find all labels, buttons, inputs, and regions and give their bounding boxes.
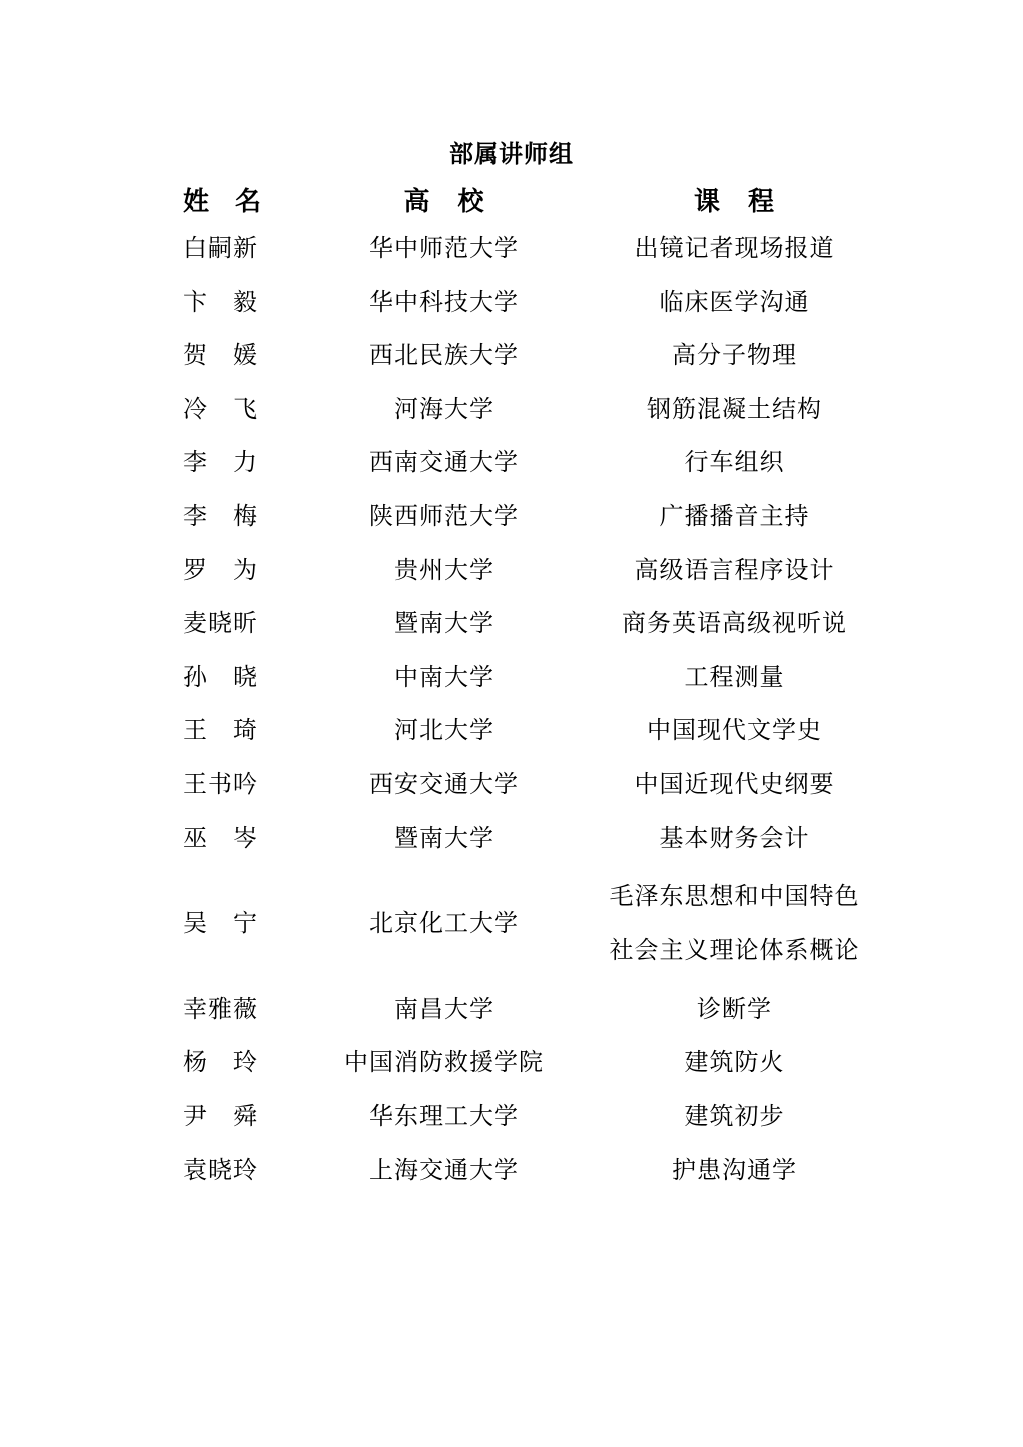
course-line: 出镜记者现场报道 xyxy=(634,234,835,262)
cell-name: 巫 岑 xyxy=(183,823,258,852)
cell-name: 罗 为 xyxy=(183,555,258,584)
cell-school: 上海交通大学 xyxy=(369,1155,519,1184)
header-course: 课 程 xyxy=(693,187,775,217)
cell-name: 冷 飞 xyxy=(183,394,258,423)
cell-name: 袁晓玲 xyxy=(183,1155,258,1184)
document-title: 部属讲师组 xyxy=(449,139,574,168)
cell-course xyxy=(583,1040,886,1084)
cell-school: 暨南大学 xyxy=(394,609,494,638)
cell-name: 卞 毅 xyxy=(183,287,258,316)
course-line: 广播播音主持 xyxy=(659,502,810,530)
course-line: 中国现代文学史 xyxy=(647,716,822,745)
cell-school: 暨南大学 xyxy=(394,823,494,852)
header-school: 高 校 xyxy=(403,187,485,217)
cell-course xyxy=(583,280,886,324)
table-row xyxy=(0,708,1023,752)
table-row xyxy=(0,987,1023,1031)
cell-school: 北京化工大学 xyxy=(369,909,519,938)
cell-name: 王 琦 xyxy=(183,716,258,745)
cell-course xyxy=(583,762,886,806)
cell-course xyxy=(583,708,886,752)
table-row xyxy=(0,1094,1023,1138)
cell-name: 王书吟 xyxy=(183,770,258,798)
cell-name: 孙 晓 xyxy=(183,662,258,691)
table-row xyxy=(0,494,1023,538)
table-row xyxy=(0,440,1023,484)
cell-school: 中南大学 xyxy=(394,662,494,691)
cell-school: 华中师范大学 xyxy=(369,234,519,262)
cell-school: 西南交通大学 xyxy=(369,448,519,477)
course-line: 高分子物理 xyxy=(672,341,797,370)
cell-school: 陕西师范大学 xyxy=(369,502,519,530)
table-row xyxy=(0,1148,1023,1192)
cell-name: 贺 媛 xyxy=(183,341,258,370)
cell-course xyxy=(583,333,886,377)
cell-school: 西北民族大学 xyxy=(369,341,519,370)
course-line: 工程测量 xyxy=(684,662,785,691)
cell-school: 河北大学 xyxy=(394,716,494,745)
course-line: 护患沟通学 xyxy=(672,1155,797,1184)
course-line: 社会主义理论体系概论 xyxy=(609,936,860,965)
cell-name: 幸雅薇 xyxy=(183,994,258,1023)
cell-school: 贵州大学 xyxy=(394,555,494,584)
table-row xyxy=(0,869,1023,977)
cell-school: 河海大学 xyxy=(394,394,494,423)
cell-name: 尹 舜 xyxy=(183,1101,258,1130)
course-line: 建筑初步 xyxy=(684,1101,785,1130)
course-line: 建筑防火 xyxy=(684,1048,785,1077)
cell-school: 华东理工大学 xyxy=(369,1101,519,1130)
cell-course xyxy=(583,387,886,431)
cell-name: 白嗣新 xyxy=(183,234,258,262)
cell-school: 华中科技大学 xyxy=(369,287,519,316)
cell-course xyxy=(583,816,886,860)
course-line: 高级语言程序设计 xyxy=(634,555,835,584)
cell-course xyxy=(583,987,886,1031)
table-row xyxy=(0,548,1023,592)
cell-course xyxy=(583,1094,886,1138)
table-row xyxy=(0,762,1023,806)
cell-course xyxy=(583,655,886,699)
table-row xyxy=(0,333,1023,377)
cell-name: 李 力 xyxy=(183,448,258,477)
course-line: 钢筋混凝土结构 xyxy=(647,394,822,423)
table-row xyxy=(0,387,1023,431)
cell-school: 中国消防救援学院 xyxy=(344,1048,544,1077)
table-row xyxy=(0,226,1023,270)
course-line: 商务英语高级视听说 xyxy=(622,609,847,638)
cell-course xyxy=(583,440,886,484)
header-name: 姓 名 xyxy=(183,187,262,217)
cell-course xyxy=(583,1148,886,1192)
cell-course xyxy=(583,601,886,645)
course-line: 毛泽东思想和中国特色 xyxy=(609,882,860,911)
table-header xyxy=(0,180,1023,224)
table-row xyxy=(0,816,1023,860)
table-row xyxy=(0,655,1023,699)
table-row xyxy=(0,280,1023,324)
course-line: 诊断学 xyxy=(697,994,772,1023)
cell-name: 吴 宁 xyxy=(183,909,258,938)
cell-course xyxy=(583,494,886,538)
cell-school: 西安交通大学 xyxy=(369,770,519,798)
cell-name: 麦晓昕 xyxy=(183,609,258,638)
course-line: 临床医学沟通 xyxy=(659,287,810,316)
cell-course xyxy=(583,226,886,270)
cell-course xyxy=(583,869,886,977)
table-row xyxy=(0,1040,1023,1084)
cell-name: 李 梅 xyxy=(183,502,258,530)
cell-course xyxy=(583,548,886,592)
cell-name: 杨 玲 xyxy=(183,1048,258,1077)
table-row xyxy=(0,601,1023,645)
course-line: 中国近现代史纲要 xyxy=(634,770,835,798)
course-line: 行车组织 xyxy=(684,448,785,477)
cell-school: 南昌大学 xyxy=(394,994,494,1023)
course-line: 基本财务会计 xyxy=(659,823,810,852)
